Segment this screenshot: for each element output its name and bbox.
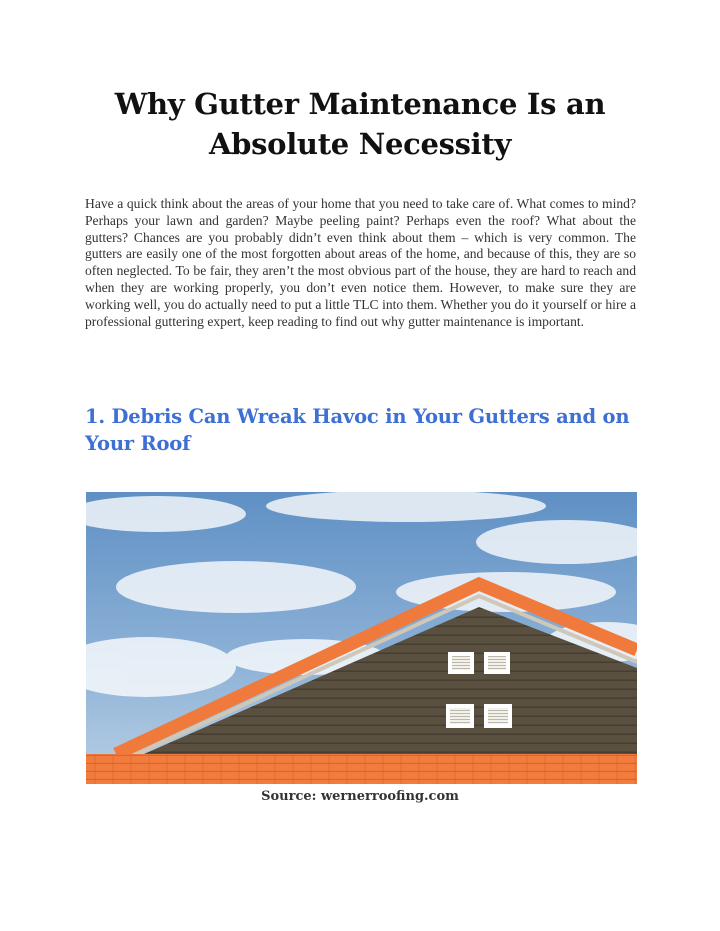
image-caption: Source: wernerroofing.com bbox=[261, 789, 459, 804]
article-title: Why Gutter Maintenance Is an Absolute Necessity bbox=[114, 87, 606, 161]
intro-paragraph: Have a quick think about the areas of your home that you need to take care of. What comes to mind? Perhaps your lawn and garden? Maybe peeling paint? Perhaps even the roof? What about the gutters? Chances are you probably didn’t even think about them – which is very common. The gutters are easily one of the most forgotten about areas of the home, and because of this, they are so often neglected. To be fair, they aren’t the most obvious part of the house, they are hard to reach and when they are working properly, you don’t even notice them. However, to make sure they are working well, you do actually need to put a little TLC into them. Whether you do it yourself or hire a professional guttering expert, keep reading to find out why gutter maintenance is important. bbox=[85, 196, 636, 329]
roof-photo bbox=[86, 492, 637, 784]
section-heading: 1. Debris Can Wreak Havoc in Your Gutters and on Your Roof bbox=[85, 405, 630, 455]
roof-shingles bbox=[86, 754, 637, 784]
